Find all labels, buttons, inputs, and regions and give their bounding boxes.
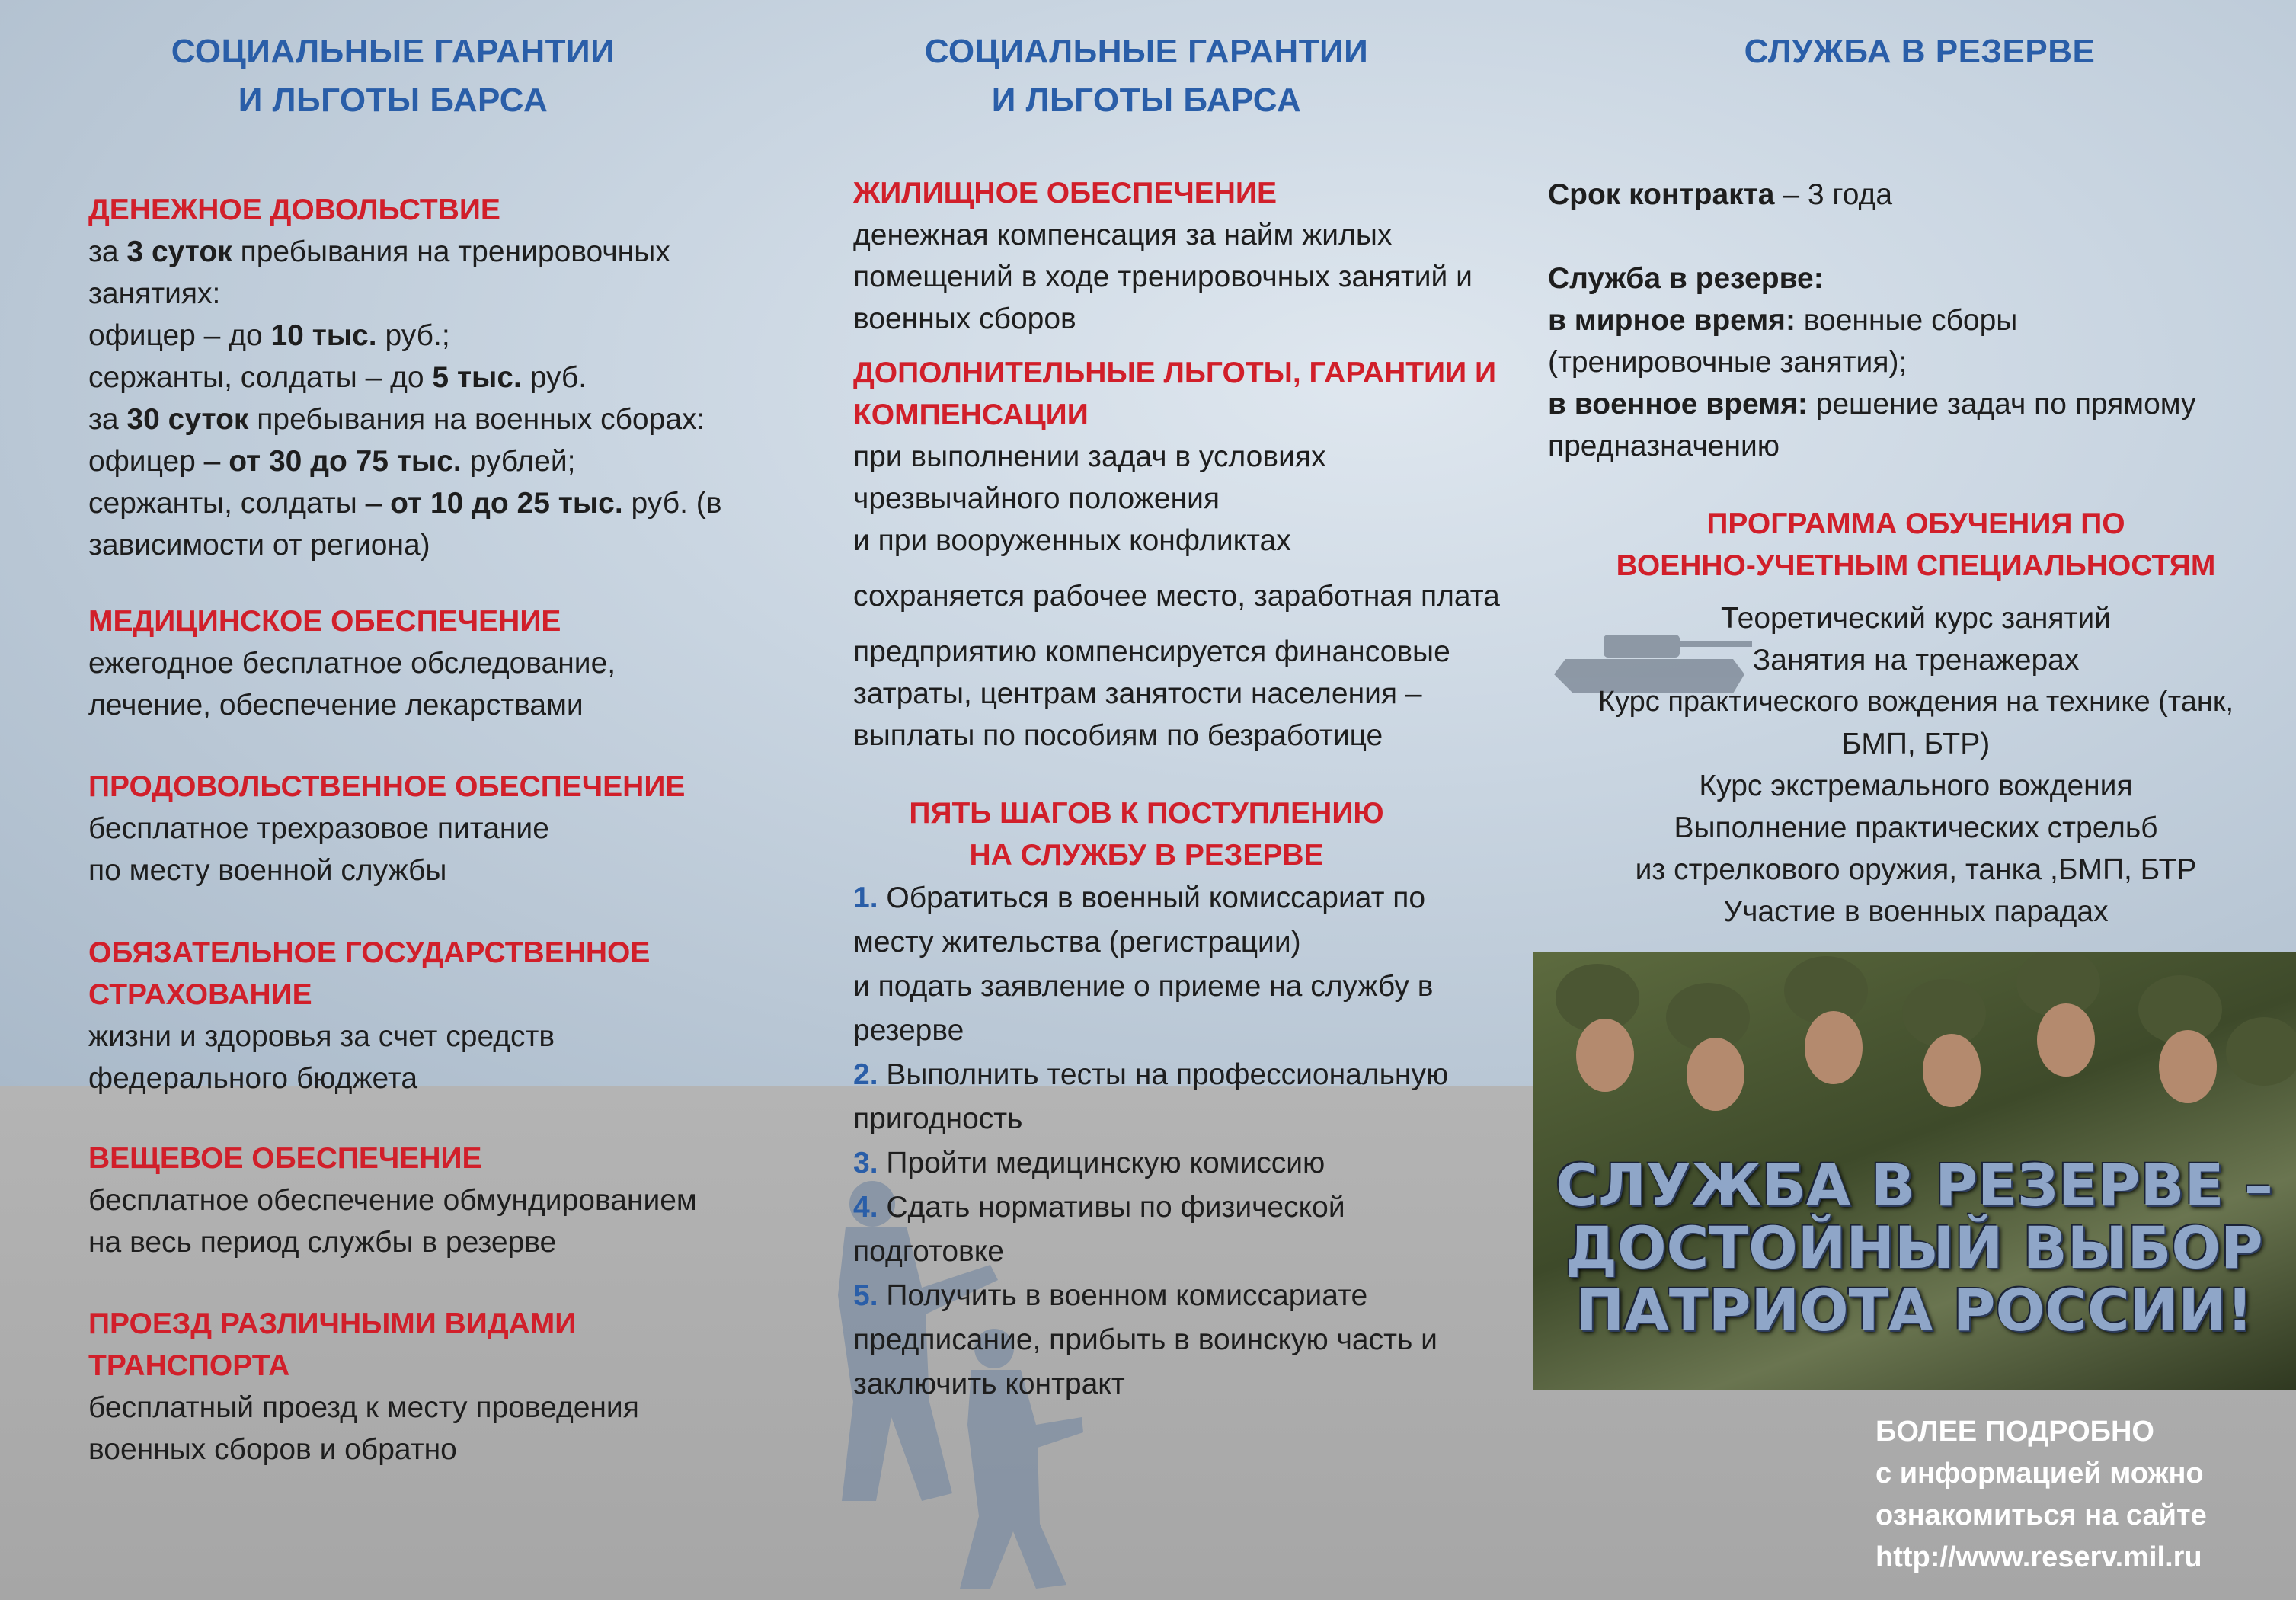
money-line: за 30 суток пребывания на военных сборах: xyxy=(88,403,705,436)
slogan: СЛУЖБА В РЕЗЕРВЕ – ДОСТОЙНЫЙ ВЫБОР ПАТРИОТА РОССИИ! xyxy=(1556,1151,2273,1344)
money-line: занятиях: xyxy=(88,277,221,310)
step-item: 2. Выполнить тесты на профессиональную xyxy=(853,1058,1449,1091)
program-item: Теоретический курс занятий xyxy=(1721,602,2111,635)
section-steps: ПЯТЬ ШАГОВ К ПОСТУПЛЕНИЮ НА СЛУЖБУ В РЕЗЕРВЕ 1. Обратиться в военный комиссариат по месту жительства (регистрации) и подать заявление о приеме на службу в резерве 2. Выполнить тесты на профессиональную пригодность 3. Пройти медицинскую комиссию 4. Сдать нормативы по физической подготовке 5. Получить в военном комиссариате предписание, прибыть в воинскую часть и заключить контракт xyxy=(853,792,1539,1406)
step-item: 3. Пройти медицинскую комиссию xyxy=(853,1147,1325,1179)
section-program: ПРОГРАММА ОБУЧЕНИЯ ПО ВОЕННО-УЧЕТНЫМ СПЕЦИАЛЬНОСТЯМ Теоретический курс занятий Занятия на тренажерах Курс практического вождения на технике (танк, БМП, БТР) Курс экстремального вождения Выполнение практических стрельб из стрелкового оружия, танка ,БМП, БТР Участие в военных парадах xyxy=(1546,503,2285,933)
section-transport-title: ПРОЕЗД РАЗЛИЧНЫМИ ВИДАМИ xyxy=(88,1307,577,1340)
contract-term: Срок контракта – 3 года xyxy=(1548,178,1893,211)
program-item: Участие в военных парадах xyxy=(1723,895,2109,928)
section-clothing: ВЕЩЕВОЕ ОБЕСПЕЧЕНИЕ бесплатное обеспечение обмундированием на весь период службы в резерве xyxy=(88,1138,812,1263)
section-medical: МЕДИЦИНСКОЕ ОБЕСПЕЧЕНИЕ ежегодное бесплатное обследование, лечение, обеспечение лекарствами xyxy=(88,600,812,726)
program-item: Занятия на тренажерах xyxy=(1752,644,2080,677)
step-item: 5. Получить в военном комиссариате xyxy=(853,1279,1368,1312)
peace-time: в мирное время: военные сборы xyxy=(1548,304,2018,337)
money-line: сержанты, солдаты – от 10 до 25 тыс. руб. (в xyxy=(88,487,722,520)
section-medical-title: МЕДИЦИНСКОЕ ОБЕСПЕЧЕНИЕ xyxy=(88,605,561,638)
soldiers-photo xyxy=(1533,952,2296,1390)
section-insurance: ОБЯЗАТЕЛЬНОЕ ГОСУДАРСТВЕННОЕ СТРАХОВАНИЕ жизни и здоровья за счет средств федерального бюджета xyxy=(88,932,812,1099)
column-right-title: СЛУЖБА В РЕЗЕРВЕ xyxy=(1744,33,2096,70)
section-food-title: ПРОДОВОЛЬСТВЕННОЕ ОБЕСПЕЧЕНИЕ xyxy=(88,770,686,803)
section-service: Срок контракта – 3 года Служба в резерве: в мирное время: военные сборы (тренировочные занятия); в военное время: решение задач по прямому предназначению xyxy=(1548,174,2279,467)
footer-more-info: БОЛЕЕ ПОДРОБНО с информацией можно ознакомиться на сайте http://www.reserv.mil.ru xyxy=(1875,1411,2287,1579)
money-line: за 3 суток пребывания на тренировочных xyxy=(88,235,670,268)
section-program-title: ПРОГРАММА ОБУЧЕНИЯ ПО xyxy=(1706,507,2125,540)
section-steps-title: ПЯТЬ ШАГОВ К ПОСТУПЛЕНИЮ xyxy=(909,797,1384,830)
section-food: ПРОДОВОЛЬСТВЕННОЕ ОБЕСПЕЧЕНИЕ бесплатное трехразовое питание по месту военной службы xyxy=(88,766,812,891)
section-insurance-title: ОБЯЗАТЕЛЬНОЕ ГОСУДАРСТВЕННОЕ xyxy=(88,936,651,969)
money-line: сержанты, солдаты – до 5 тыс. руб. xyxy=(88,361,587,394)
program-item: Выполнение практических стрельб xyxy=(1674,811,2158,844)
section-extra: ДОПОЛНИТЕЛЬНЫЕ ЛЬГОТЫ, ГАРАНТИИ И КОМПЕНСАЦИИ при выполнении задач в условиях чрезвычайного положения и при вооруженных конфликтах сохраняется рабочее место, заработная плата предприятию компенсируется финансовые затраты, центрам занятости населения – выплаты по пособиям по безработице xyxy=(853,352,1539,757)
section-transport: ПРОЕЗД РАЗЛИЧНЫМИ ВИДАМИ ТРАНСПОРТА бесплатный проезд к месту проведения военных сборов и обратно xyxy=(88,1303,812,1470)
section-money xyxy=(88,189,812,566)
column-middle-title: СОЦИАЛЬНЫЕ ГАРАНТИИ И ЛЬГОТЫ БАРСА xyxy=(924,33,1369,119)
column-left-title: СОЦИАЛЬНЫЕ ГАРАНТИИ И ЛЬГОТЫ БАРСА xyxy=(171,33,616,119)
war-time: в военное время: решение задач по прямому xyxy=(1548,388,2196,421)
step-item: 4. Сдать нормативы по физической xyxy=(853,1191,1345,1224)
section-money-title: ДЕНЕЖНОЕ ДОВОЛЬСТВИЕ xyxy=(88,194,500,226)
program-item: из стрелкового оружия, танка ,БМП, БТР xyxy=(1635,853,2197,886)
money-line: офицер – от 30 до 75 тыс. рублей; xyxy=(88,445,576,478)
program-item: Курс практического вождения на технике (танк, xyxy=(1597,686,2234,718)
section-extra-title: ДОПОЛНИТЕЛЬНЫЕ ЛЬГОТЫ, ГАРАНТИИ И xyxy=(853,357,1496,389)
money-line: зависимости от региона) xyxy=(88,529,430,562)
program-item: Курс экстремального вождения xyxy=(1699,770,2133,802)
step-item: 1. Обратиться в военный комиссариат по xyxy=(853,882,1426,914)
website-link[interactable]: http://www.reserv.mil.ru xyxy=(1875,1541,2202,1573)
section-housing: ЖИЛИЩНОЕ ОБЕСПЕЧЕНИЕ денежная компенсация за найм жилых помещений в ходе тренировочных занятий и военных сборов xyxy=(853,172,1539,340)
section-clothing-title: ВЕЩЕВОЕ ОБЕСПЕЧЕНИЕ xyxy=(88,1142,482,1175)
section-housing-title: ЖИЛИЩНОЕ ОБЕСПЕЧЕНИЕ xyxy=(853,177,1277,210)
money-line: офицер – до 10 тыс. руб.; xyxy=(88,319,450,352)
